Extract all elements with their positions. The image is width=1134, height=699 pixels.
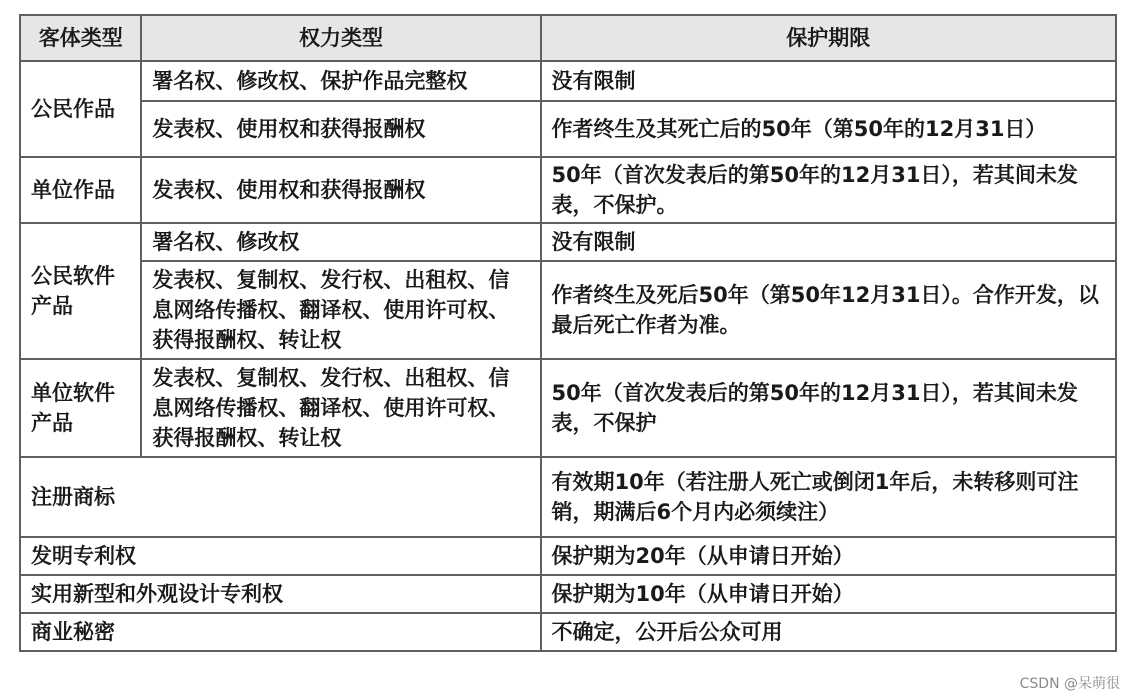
object-type-cell: 公民软件产品 — [20, 223, 141, 359]
protection-term-cell: 有效期10年（若注册人死亡或倒闭1年后，未转移则可注销，期满后6个月内必须续注） — [541, 457, 1116, 537]
protection-term-cell: 作者终生及死后50年（第50年12月31日）。合作开发，以最后死亡作者为准。 — [541, 261, 1116, 359]
table-row — [20, 261, 1116, 359]
header-object-type: 客体类型 — [20, 15, 141, 61]
table-row — [20, 613, 1116, 651]
table-row — [20, 359, 1116, 457]
protection-term-cell: 50年（首次发表后的第50年的12月31日），若其间未发表，不保护。 — [541, 157, 1116, 223]
right-type-cell: 署名权、修改权 — [141, 223, 540, 261]
protection-term-cell: 没有限制 — [541, 61, 1116, 101]
protection-term-cell: 保护期为10年（从申请日开始） — [541, 575, 1116, 613]
right-type-cell: 署名权、修改权、保护作品完整权 — [141, 61, 540, 101]
protection-term-cell: 不确定，公开后公众可用 — [541, 613, 1116, 651]
object-type-cell: 单位软件产品 — [20, 359, 141, 457]
object-type-cell: 发明专利权 — [20, 537, 541, 575]
right-type-cell: 发表权、复制权、发行权、出租权、信息网络传播权、翻译权、使用许可权、获得报酬权、转让权 — [141, 261, 540, 359]
table-row — [20, 157, 1116, 223]
right-type-cell: 发表权、使用权和获得报酬权 — [141, 157, 540, 223]
header-protection-term: 保护期限 — [541, 15, 1116, 61]
object-type-cell: 实用新型和外观设计专利权 — [20, 575, 541, 613]
object-type-cell: 注册商标 — [20, 457, 541, 537]
object-type-cell: 商业秘密 — [20, 613, 541, 651]
right-type-cell: 发表权、复制权、发行权、出租权、信息网络传播权、翻译权、使用许可权、获得报酬权、转让权 — [141, 359, 540, 457]
table-header-row — [20, 15, 1116, 61]
table-row — [20, 101, 1116, 157]
protection-term-cell: 保护期为20年（从申请日开始） — [541, 537, 1116, 575]
right-type-cell: 发表权、使用权和获得报酬权 — [141, 101, 540, 157]
object-type-cell: 公民作品 — [20, 61, 141, 157]
table-row — [20, 537, 1116, 575]
table-row — [20, 457, 1116, 537]
protection-term-cell: 50年（首次发表后的第50年的12月31日），若其间未发表，不保护 — [541, 359, 1116, 457]
object-type-cell: 单位作品 — [20, 157, 141, 223]
header-right-type: 权力类型 — [141, 15, 540, 61]
protection-term-cell: 作者终生及其死亡后的50年（第50年的12月31日） — [541, 101, 1116, 157]
copyright-protection-table — [19, 14, 1117, 652]
table-row — [20, 575, 1116, 613]
table-row — [20, 61, 1116, 101]
protection-term-cell: 没有限制 — [541, 223, 1116, 261]
table-row — [20, 223, 1116, 261]
watermark-text: CSDN @呆萌很 — [1019, 676, 1120, 692]
